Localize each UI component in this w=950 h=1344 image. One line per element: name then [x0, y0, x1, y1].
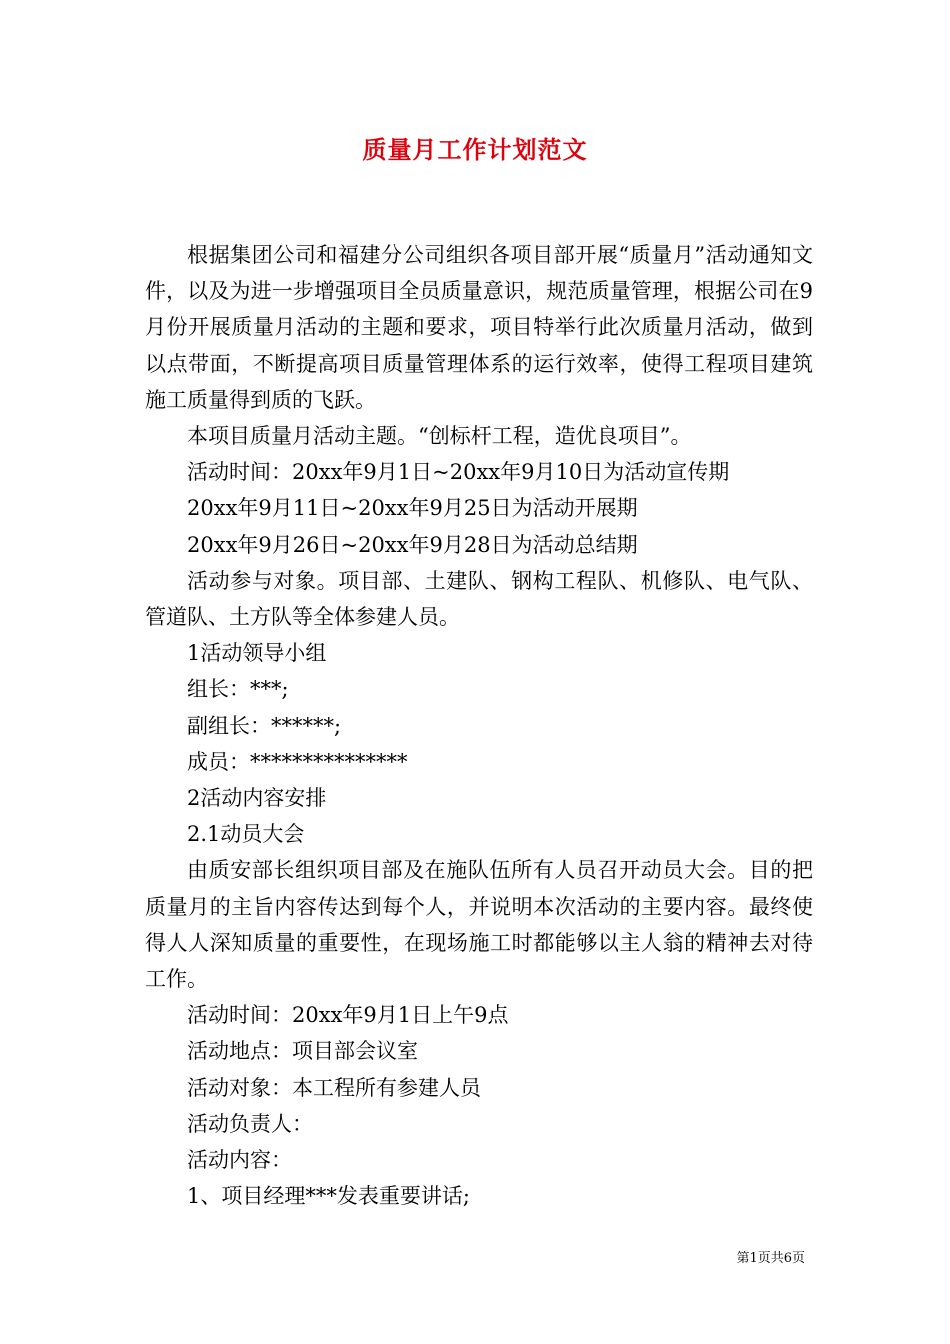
document-title: 质量月工作计划范文 — [362, 135, 588, 164]
paragraph: 副组长：******; — [187, 713, 342, 738]
paragraph: 成员：*************** — [187, 749, 408, 774]
paragraph: 由质安部长组织项目部及在施队伍所有人员召开动员大会。目的把质量月的主旨内容传达到每个人，并说明本次活动的主要内容。最终使得人人深知质量的重要性，在现场施工时都能够以主人翁的精神去对待工作。 — [145, 858, 813, 992]
paragraph: 活动负责人： — [187, 1111, 313, 1136]
paragraph: 组长：***; — [187, 677, 289, 702]
section-heading: 2.1动员大会 — [187, 822, 305, 847]
paragraph: 20xx年9月11日~20xx年9月25日为活动开展期 — [187, 496, 638, 521]
paragraph: 活动参与对象。项目部、土建队、钢构工程队、机修队、电气队、管道队、土方队等全体参建人员。 — [145, 568, 813, 630]
paragraph: 活动时间：20xx年9月1日~20xx年9月10日为活动宣传期 — [187, 460, 730, 485]
page-number: 第1页共6页 — [736, 1251, 805, 1266]
section-heading: 2活动内容安排 — [187, 786, 327, 811]
paragraph: 活动时间：20xx年9月1日上午9点 — [187, 1003, 509, 1028]
paragraph: 活动地点：项目部会议室 — [187, 1039, 418, 1064]
paragraph: 1、项目经理***发表重要讲话; — [187, 1184, 470, 1209]
paragraph: 本项目质量月活动主题。“创标杆工程，造优良项目”。 — [187, 424, 692, 449]
paragraph: 20xx年9月26日~20xx年9月28日为活动总结期 — [187, 532, 638, 557]
paragraph: 活动对象：本工程所有参建人员 — [187, 1075, 481, 1100]
paragraph: 根据集团公司和福建分公司组织各项目部开展“质量月”活动通知文件，以及为进一步增强项目全员质量意识，规范质量管理，根据公司在9月份开展质量月活动的主题和要求，项目特举行此次质量月活动，做到以点带面，不断提高项目质量管理体系的运行效率，使得工程项目建筑施工质量得到质的飞跃。 — [145, 243, 813, 412]
paragraph: 活动内容： — [187, 1148, 292, 1173]
section-heading: 1活动领导小组 — [187, 641, 327, 666]
document-body — [145, 237, 813, 1214]
